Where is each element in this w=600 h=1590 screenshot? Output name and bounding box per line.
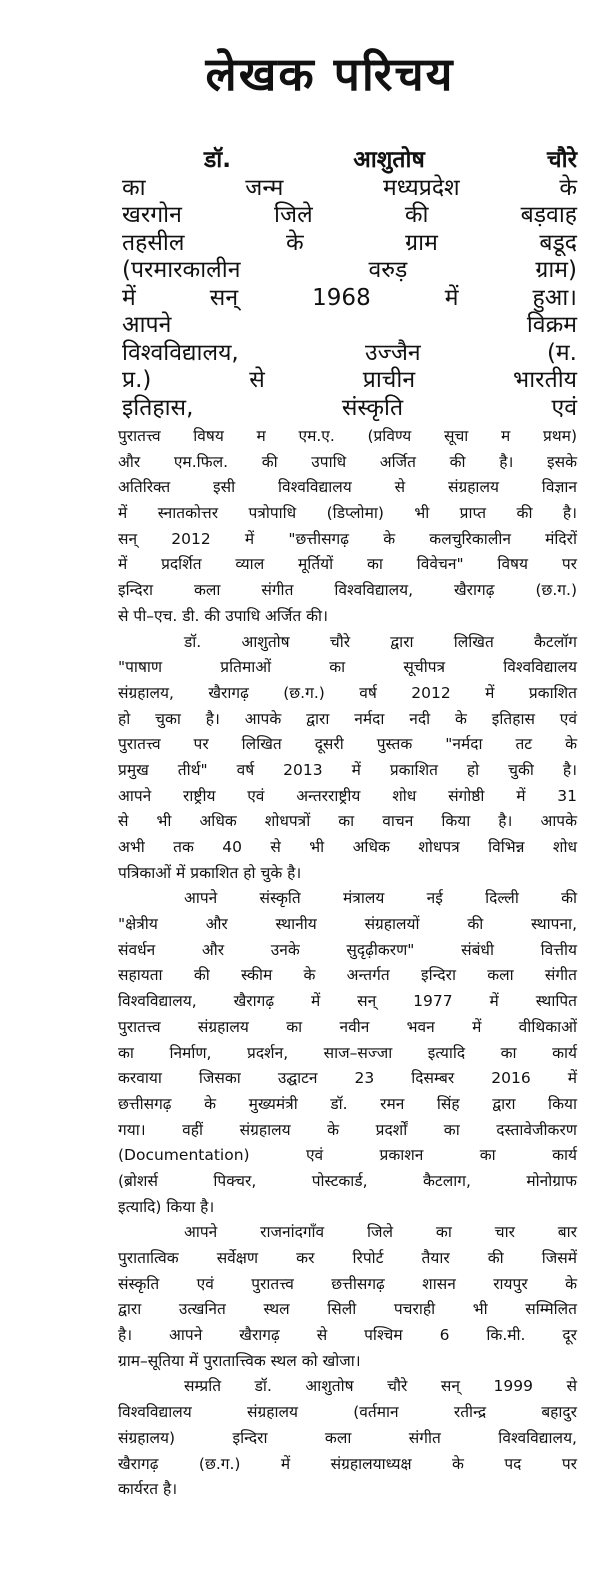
text-line: "पाषाण प्रतिमाओं का सूचीपत्र विश्वविद्यालय [118, 658, 577, 677]
intro-line: (परमारकालीन वरुड़ ग्राम) [122, 257, 577, 283]
text-line: पुरातत्त्व संग्रहालय का नवीन भवन में वीथिकाओं [118, 1017, 577, 1036]
text-line: संग्रहालय) इन्दिरा कला संगीत विश्वविद्यालय, [118, 1428, 577, 1447]
text-line: सन् 2012 में "छत्तीसगढ़ के कलचुरिकालीन मंदिरों [118, 529, 577, 548]
text-line: करवाया जिसका उद्घाटन 23 दिसम्बर 2016 में [118, 1069, 577, 1088]
text-line: इन्दिरा कला संगीत विश्वविद्यालय, खैरागढ़ (छ.ग.) [118, 581, 577, 600]
text-line: से पी–एच. डी. की उपाधि अर्जित की। [118, 606, 328, 625]
text-line: विश्वविद्यालय संग्रहालय (वर्तमान रतीन्द्र बहादुर [118, 1403, 577, 1422]
text-line: प्रमुख तीर्थ" वर्ष 2013 में प्रकाशित हो चुकी है। [118, 760, 577, 779]
text-line: है। आपने खैरागढ़ से पश्चिम 6 कि.मी. दूर [118, 1326, 577, 1345]
text-line: छत्तीसगढ़ के मुख्यमंत्री डॉ. रमन सिंह द्वारा किया [118, 1094, 577, 1113]
intro-line: खरगोन जिले की बड़वाह [122, 202, 577, 228]
intro-line: में सन् 1968 में हुआ। [122, 284, 577, 311]
intro-block [122, 147, 577, 422]
text-line: पुरातत्त्व विषय म एम.ए. (प्रविण्य सूचा म प्रथम) [118, 427, 577, 445]
text-line: पत्रिकाओं में प्रकाशित हो चुके है। [118, 863, 302, 882]
text-line: कार्यरत है। [118, 1480, 178, 1499]
text-line: खैरागढ़ (छ.ग.) में संग्रहालयाध्यक्ष के पद पर [118, 1454, 577, 1473]
text-line: का निर्माण, प्रदर्शन, साज–सज्जा इत्यादि का कार्य [118, 1043, 577, 1062]
text-line: से भी अधिक शोधपत्रों का वाचन किया है। आपके [118, 812, 577, 831]
body-text [118, 424, 577, 1503]
text-line: (ब्रोशर्स पिक्चर, पोस्टकार्ड, कैटलाग, मोनोग्राफ [118, 1171, 577, 1190]
text-line: अभी तक 40 से भी अधिक शोधपत्र विभिन्न शोध [118, 838, 577, 856]
text-line: द्वारा उत्खनित स्थल सिली पचराही भी सम्मिलित [118, 1300, 577, 1319]
intro-line: तहसील के ग्राम बडूद [122, 229, 577, 256]
text-line: गया। वहीं संग्रहालय के प्रदर्शों का दस्तावेजीकरण [118, 1120, 577, 1139]
intro-line: विश्वविद्यालय, उज्जैन (म. [122, 339, 577, 366]
text-line: पुरातात्विक सर्वेक्षण कर रिपोर्ट तैयार की जिसमें [118, 1249, 577, 1267]
intro-line: का जन्म मध्यप्रदेश के [122, 174, 577, 201]
page-title: लेखक परिचय [205, 47, 455, 101]
text-line: डॉ. आशुतोष चौरे द्वारा लिखित कैटलॉग [184, 632, 577, 651]
text-line: "क्षेत्रीय और स्थानीय संग्रहालयों की स्थापना, [118, 915, 577, 934]
text-line: आपने संस्कृति मंत्रालय नई दिल्ली की [184, 889, 577, 908]
author-name: डॉ. आशुतोष चौरे [204, 147, 577, 173]
text-line: आपने राजनांदगाँव जिले का चार बार [184, 1223, 577, 1242]
text-line: सहायता की स्कीम के अन्तर्गत इन्दिरा कला संगीत [118, 966, 577, 985]
intro-line: आपने विक्रम [122, 312, 577, 338]
text-line: संवर्धन और उनके सुदृढ़ीकरण" संबंधी वित्तीय [118, 940, 577, 959]
intro-line: इतिहास, संस्कृति एवं [122, 394, 577, 421]
text-line: विश्वविद्यालय, खैरागढ़ में सन् 1977 में स्थापित [118, 992, 577, 1011]
text-line: संग्रहालय, खैरागढ़ (छ.ग.) वर्ष 2012 में प्रकाशित [118, 683, 577, 702]
text-line: हो चुका है। आपके द्वारा नर्मदा नदी के इतिहास एवं [118, 709, 577, 728]
text-line: (Documentation) एवं प्रकाशन का कार्य [118, 1146, 577, 1165]
text-line: सम्प्रति डॉ. आशुतोष चौरे सन् 1999 से [184, 1377, 577, 1396]
text-line: और एम.फिल. की उपाधि अर्जित की है। इसके [118, 452, 577, 471]
text-line: अतिरिक्त इसी विश्वविद्यालय से संग्रहालय विज्ञान [118, 478, 577, 497]
intro-line: प्र.) से प्राचीन भारतीय [122, 367, 577, 393]
text-line: पुरातत्त्व पर लिखित दूसरी पुस्तक "नर्मदा तट के [118, 735, 577, 754]
text-line: में स्नातकोत्तर पत्रोपाधि (डिप्लोमा) भी प्राप्त की है। [118, 504, 577, 523]
text-line: ग्राम–सूतिया में पुरातात्त्विक स्थल को खोजा। [118, 1351, 361, 1370]
text-line: संस्कृति एवं पुरातत्त्व छत्तीसगढ़ शासन रायपुर के [118, 1274, 577, 1293]
text-line: इत्यादि) किया है। [118, 1197, 215, 1216]
text-line: में प्रदर्शित व्याल मूर्तियों का विवेचन" विषय पर [118, 555, 577, 574]
text-line: आपने राष्ट्रीय एवं अन्तरराष्ट्रीय शोध संगोष्ठी में 31 [118, 786, 577, 805]
